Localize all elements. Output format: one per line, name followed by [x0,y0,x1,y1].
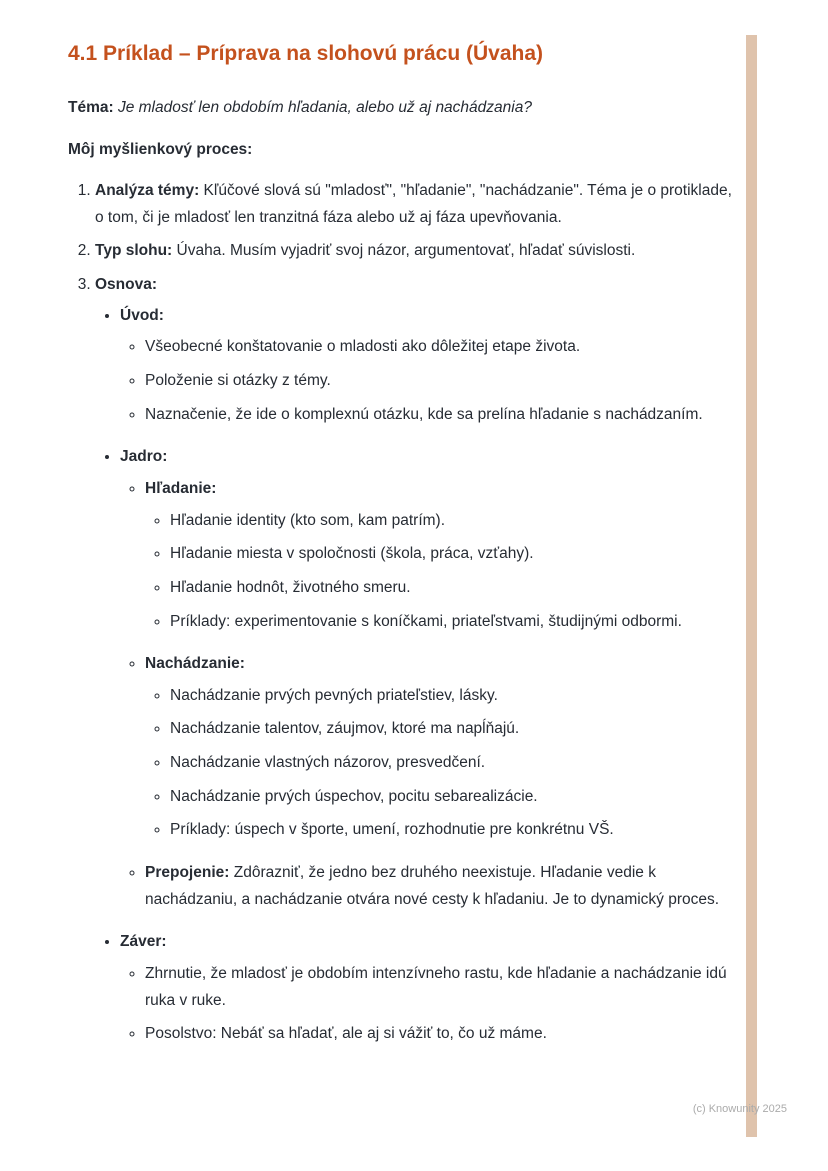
list-item [170,716,740,743]
topic-text: Je mladosť len obdobím hľadania, alebo už aj nachádzania? [117,99,532,117]
outline-subitem: Naznačenie, že ide o komplexnú otázku, kde sa prelína hľadanie s nachádzaním. [145,405,703,423]
outline-item-uvod [120,303,740,429]
outline-subitem: Nachádzanie prvých úspechov, pocitu sebarealizácie. [170,787,538,805]
outline-subitem: Nachádzanie vlastných názorov, presvedčení. [170,754,486,772]
list-item [170,750,740,777]
list-item [170,817,740,844]
item-label: Analýza témy: [95,181,200,199]
list-item-osnova [95,272,740,1048]
list-item [145,961,740,1014]
list-item [170,683,740,710]
list-item [145,334,740,361]
outline-subitem: Príklady: experimentovanie s koníčkami, priateľstvami, študijnými odbormi. [170,612,682,630]
topic-line [68,95,740,121]
outline-item-prepojenie [145,860,740,913]
topic-label: Téma: [68,99,114,117]
item-label: Osnova: [95,275,158,293]
list-item [145,368,740,395]
jadro-label: Jadro: [120,448,168,466]
outline-subitem: Všeobecné konštatovanie o mladosti ako dôležitej etape života. [145,338,581,356]
thought-process-list [68,178,740,1048]
nachadzanie-label: Nachádzanie: [145,655,245,673]
item-label: Typ slohu: [95,242,173,260]
prepojenie-label: Prepojenie: [145,864,230,882]
outline-subitem: Hľadanie miesta v spoločnosti (škola, práca, vzťahy). [170,545,534,563]
process-heading: Môj myšlienkový proces: [68,140,253,158]
uvod-sublist [120,334,740,428]
list-item [145,1021,740,1048]
list-item-analyza-temy [95,178,740,231]
list-item [145,402,740,429]
jadro-sublist [120,476,740,914]
outline-subitem: Nachádzanie prvých pevných priateľstiev, lásky. [170,686,498,704]
outline-subitem: Zhrnutie, že mladosť je obdobím intenzívneho rastu, kde hľadanie a nachádzanie idú ruka v ruke. [145,965,727,1009]
uvod-label: Úvod: [120,306,164,324]
list-item [170,541,740,568]
outline-subitem: Nachádzanie talentov, záujmov, ktoré ma napĺňajú. [170,720,520,738]
item-text: Kľúčové slová sú "mladosť", "hľadanie", "nachádzanie". Téma je o protiklade, o tom, či je mladosť len tranzitná fáza alebo už aj fáza upevňovania. [95,181,732,226]
list-item [170,609,740,636]
osnova-outline-list [95,303,740,1048]
copyright-watermark: (c) Knowunity 2025 [692,1103,787,1115]
outline-item-zaver [120,929,740,1048]
prepojenie-text: Zdôrazniť, že jedno bez druhého neexistuje. Hľadanie vedie k nachádzaniu, a nachádzanie otvára nové cesty k hľadaniu. Je to dynamický proces. [145,864,720,908]
zaver-sublist [120,961,740,1048]
outline-subitem: Hľadanie hodnôt, životného smeru. [170,578,411,596]
outline-subitem: Posolstvo: Nebáť sa hľadať, ale aj si vážiť to, čo už máme. [145,1025,547,1043]
list-item [170,575,740,602]
list-item [170,508,740,535]
outline-subitem: Príklady: úspech v športe, umení, rozhodnutie pre konkrétnu VŠ. [170,821,614,839]
outline-item-jadro [120,444,740,913]
outline-item-hladanie [145,476,740,635]
outline-subitem: Položenie si otázky z témy. [145,371,331,389]
page-edge-strip [746,35,757,1137]
nachadzanie-sublist [145,683,740,844]
zaver-label: Záver: [120,933,167,951]
hladanie-sublist [145,508,740,636]
list-item-typ-slohu [95,238,740,265]
hladanie-label: Hľadanie: [145,479,217,497]
item-text: Úvaha. Musím vyjadriť svoj názor, argumentovať, hľadať súvislosti. [176,242,636,260]
page-title: 4.1 Príklad – Príprava na slohovú prácu (Úvaha) [68,42,544,65]
outline-item-nachadzanie [145,651,740,844]
outline-subitem: Hľadanie identity (kto som, kam patrím). [170,511,446,529]
list-item [170,784,740,811]
